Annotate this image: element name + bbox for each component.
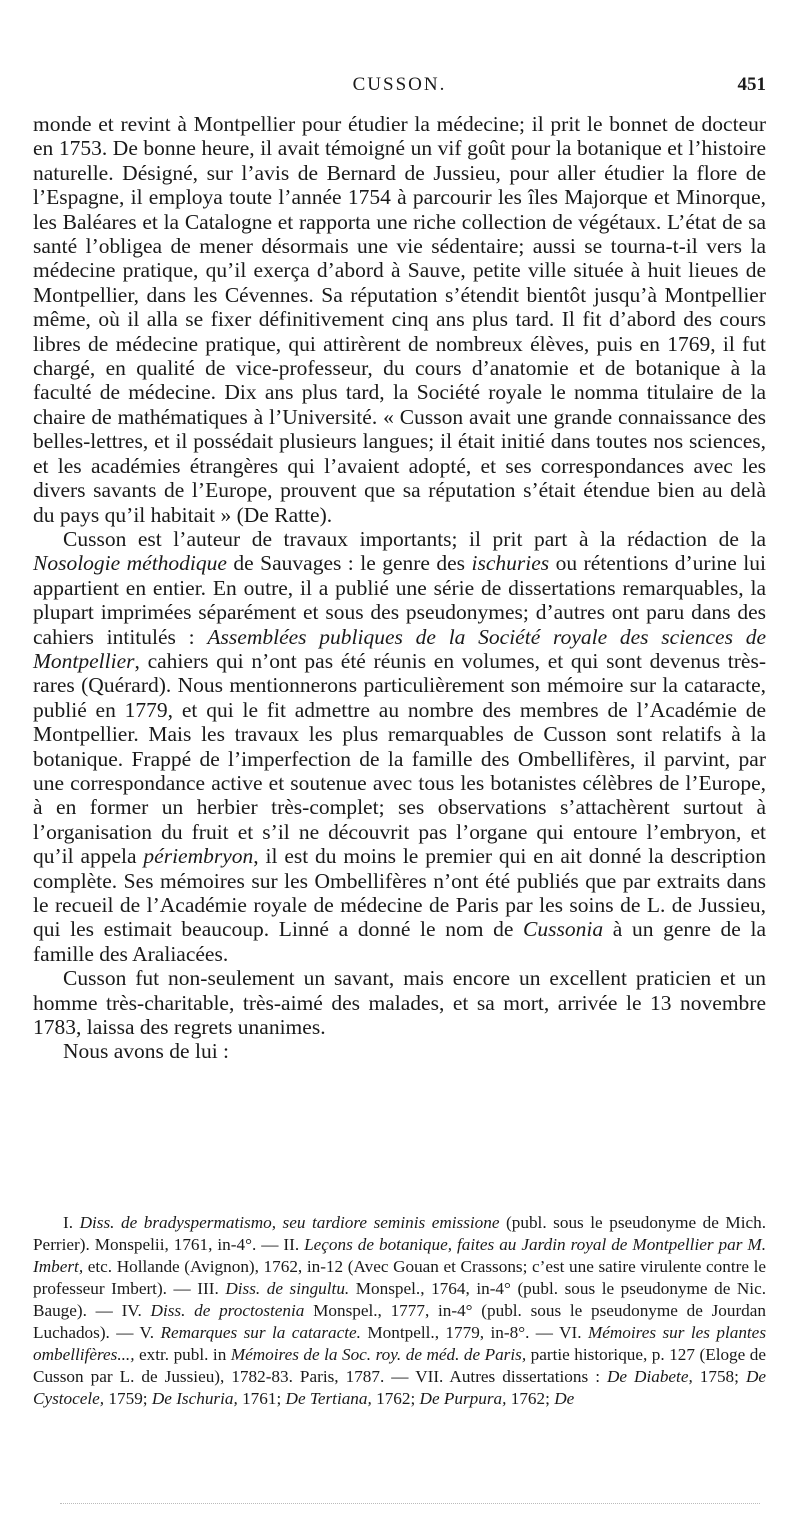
italic-text: Diss. de singultu. xyxy=(225,1279,350,1298)
text-run: I. xyxy=(63,1213,80,1232)
italic-text: De Diabete, xyxy=(607,1367,693,1386)
text-run: Nous avons de lui : xyxy=(63,1039,230,1064)
text-run: Monspel., 1777, in-4° (publ. sous le pseudonyme de Jourdan Luchados). — V. xyxy=(33,1301,766,1342)
text-run: Cusson fut non-seulement un savant, mais encore un excellent praticien et un homme très-charitable, très-aimé des malades, et sa mort, arrivée le 13 novembre 1783, laissa des regrets unanimes. xyxy=(33,966,766,1040)
italic-text: Diss. de bradyspermatismo, seu tardiore seminis emissione xyxy=(79,1213,500,1232)
italic-text: De Cystocele, xyxy=(33,1367,766,1408)
italic-text: Nosologie méthodique xyxy=(33,551,227,576)
bibliography-entry xyxy=(33,1212,766,1410)
running-head xyxy=(33,74,766,100)
italic-text: Diss. de proctostenia xyxy=(150,1301,305,1320)
italic-text: Mémoires de la Soc. roy. de méd. de Paris, xyxy=(230,1345,527,1364)
text-run: de Sauvages : le genre des xyxy=(226,551,472,576)
paragraph xyxy=(33,527,766,966)
italic-text: Mémoires sur les plantes ombellifères..., xyxy=(33,1323,767,1364)
running-title: CUSSON. xyxy=(352,74,447,95)
text-run: etc. Hollande (Avignon), 1762, in-12 (Avec Gouan et Crassons; c’est une satire virulente contre le professeur Imbert). — III. xyxy=(33,1257,766,1298)
text-run: 1758; xyxy=(692,1367,746,1386)
text-run: partie historique, p. 127 (Eloge de Cusson par L. de Jussieu), 1782-83. Paris, 1787. — VII. Autres dissertations : xyxy=(33,1345,767,1386)
text-run: extr. publ. in xyxy=(134,1345,231,1364)
paragraph xyxy=(33,966,766,1039)
text-run: Monspel., 1764, in-4° (publ. sous le pseudonyme de Nic. Bauge). — IV. xyxy=(33,1279,766,1320)
paragraph xyxy=(33,1039,766,1063)
text-run: , il est du moins le premier qui en ait donné la description complète. Ses mémoires sur les Ombellifères n’ont été publiés que par extraits dans le recueil de l’Académie royale de médecine de Paris par les soins de L. de Jussieu, qui les estimait beaucoup. Linné a donné le nom de xyxy=(33,844,766,942)
bibliography-notes xyxy=(33,1212,766,1410)
text-run: 1759; xyxy=(104,1389,152,1408)
text-run: Montpell., 1779, in-8°. — VI. xyxy=(360,1323,588,1342)
text-run: à un genre de la famille des Araliacées. xyxy=(33,917,766,966)
page-number: 451 xyxy=(737,74,766,95)
text-run: ou rétentions d’urine lui appartient en entier. En outre, il a publié une série de dissertations remarquables, la plupart imprimées séparément et sous des pseudonymes; d’autres ont paru dans des cahiers intitulés : xyxy=(33,551,766,649)
italic-text: Assemblées publiques de la Société royale des sciences de Montpellier xyxy=(33,624,766,673)
body-text xyxy=(33,112,766,1064)
paragraph xyxy=(33,112,766,527)
italic-text: De xyxy=(554,1389,575,1408)
italic-text: périembryon xyxy=(143,844,254,869)
text-run: , cahiers qui n’ont pas été réunis en volumes, et qui sont devenus très-rares (Quérard). Nous mentionnerons particulièrement son mémoire sur la cataracte, publié en 1779, et qui le fit admettre au nombre des membres de l’Académie de Montpellier. Mais les travaux les plus remarquables de Cusson sont relatifs à la botanique. Frappé de l’imperfection de la famille des Ombellifères, il parvint, par une correspondance active et soutenue avec tous les botanistes célèbres de l’Europe, à en former un herbier très-complet; ses observations s’attachèrent surtout à l’organisation du fruit et s’il ne découvrit pas l’organe qui entoure l’embryon, et qu’il appela xyxy=(33,648,766,869)
italic-text: Remarques sur la cataracte. xyxy=(160,1323,361,1342)
italic-text: Cussonia xyxy=(523,917,604,942)
italic-text: Leçons de botanique, faites au Jardin royal de Montpellier par M. Imbert, xyxy=(33,1235,766,1276)
text-run: 1761; xyxy=(237,1389,286,1408)
italic-text: De Ischuria, xyxy=(151,1389,238,1408)
text-run: Cusson est l’auteur de travaux importants; il prit part à la rédaction de la xyxy=(63,526,766,551)
text-run: 1762; xyxy=(506,1389,555,1408)
italic-text: De Purpura, xyxy=(419,1389,507,1408)
text-run: 1762; xyxy=(371,1389,420,1408)
bottom-rule xyxy=(60,1503,760,1504)
italic-text: ischuries xyxy=(471,551,550,576)
italic-text: De Tertiana, xyxy=(285,1389,372,1408)
text-run: monde et revint à Montpellier pour étudier la médecine; il prit le bonnet de docteur en 1753. De bonne heure, il avait témoigné un vif goût pour la botanique et l’histoire naturelle. Désigné, sur l’avis de Bernard de Jussieu, pour aller étudier la flore de l’Espagne, il employa toute l’année 1754 à parcourir les îles Majorque et Minorque, les Baléares et la Catalogne et rapporta une riche collection de végétaux. L’état de sa santé l’obligea de mener désormais une vie sédentaire; aussi se tourna-t-il vers la médecine pratique, qu’il exerça d’abord à Sauve, petite ville située à huit lieues de Montpellier, dans les Cévennes. Sa réputation s’étendit bientôt jusqu’à Montpellier même, où il alla se fixer définitivement cinq ans plus tard. Il fit d’abord des cours libres de médecine pratique, qui attirèrent de nombreux élèves, puis en 1769, il fut chargé, en qualité de vice-professeur, du cours d’anatomie et de botanique à la faculté de médecine. Dix ans plus tard, la Société royale le nomma titulaire de la chaire de mathématiques à l’Université. « Cusson avait une grande connaissance des belles-lettres, et il possédait plusieurs langues; il était initié dans toutes nos sciences, et les académies étrangères qui l’avaient adopté, et ses correspondances avec les divers savants de l’Europe, prouvent que sa réputation s’était étendue bien au delà du pays qu’il habitait » (De Ratte). xyxy=(33,112,766,527)
text-run: (publ. sous le pseudonyme de Mich. Perrier). Monspelii, 1761, in-4°. — II. xyxy=(33,1213,766,1254)
